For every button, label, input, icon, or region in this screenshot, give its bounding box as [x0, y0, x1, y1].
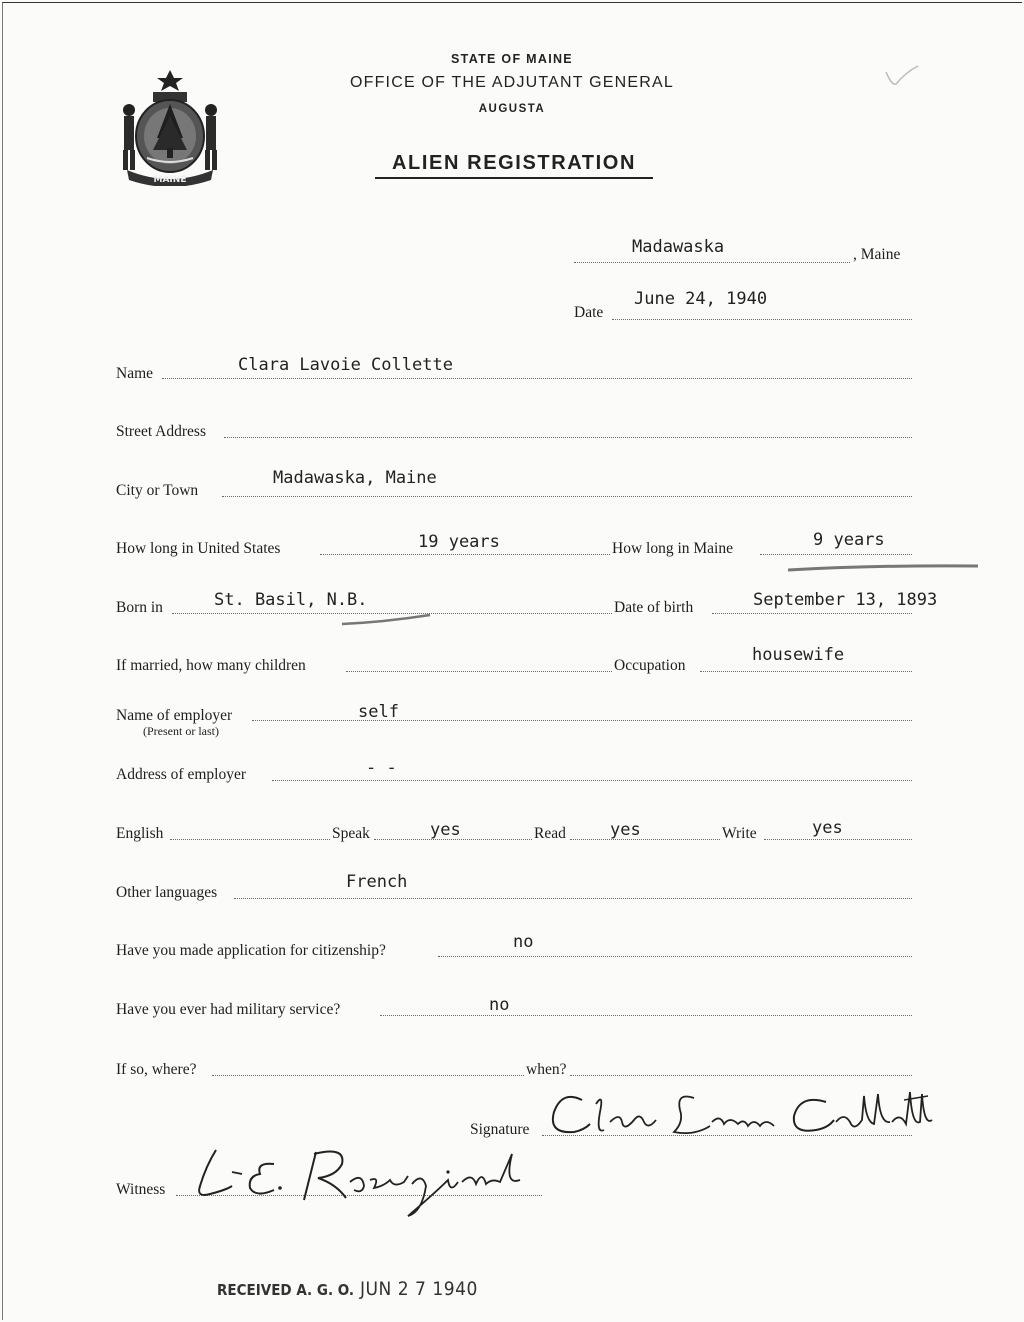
place-value: Madawaska — [632, 237, 725, 257]
read-line — [570, 839, 720, 840]
form-title: ALIEN REGISTRATION — [375, 152, 653, 179]
employer-address-label: Address of employer — [116, 766, 246, 783]
when-label: when? — [526, 1061, 567, 1078]
date-label: Date — [574, 304, 604, 321]
read-label: Read — [534, 825, 566, 842]
name-value: Clara Lavoie Collette — [238, 355, 453, 375]
read-value: yes — [610, 820, 641, 840]
header-office: OFFICE OF THE ADJUTANT GENERAL — [349, 74, 675, 91]
military-value: no — [489, 995, 510, 1015]
header-state: STATE OF MAINE — [451, 52, 573, 66]
where-line — [212, 1075, 524, 1076]
date-of-birth-line — [712, 613, 912, 614]
date-of-birth-value: September 13, 1893 — [753, 590, 938, 610]
date-value: June 24, 1940 — [634, 289, 768, 309]
military-label: Have you ever had military service? — [116, 1001, 341, 1018]
write-label: Write — [722, 825, 757, 842]
occupation-value: housewife — [752, 645, 845, 665]
place-suffix: , Maine — [853, 246, 901, 263]
received-stamp-text: RECEIVED A. G. O. — [217, 1281, 355, 1299]
citizenship-line — [438, 956, 912, 957]
checkmark-icon — [882, 62, 922, 92]
born-in-label: Born in — [116, 599, 163, 616]
how-long-us-label: How long in United States — [116, 540, 281, 557]
where-label: If so, where? — [116, 1061, 197, 1078]
other-languages-value: French — [346, 872, 408, 892]
place-line — [574, 262, 850, 263]
date-line — [612, 319, 912, 320]
employer-line — [252, 720, 912, 721]
received-stamp — [217, 1278, 478, 1300]
employer-address-value: - - — [366, 758, 397, 778]
english-line — [170, 839, 330, 840]
how-long-maine-value: 9 years — [813, 530, 885, 550]
employer-label: Name of employer — [116, 707, 233, 724]
street-line — [224, 437, 912, 438]
when-line — [570, 1075, 912, 1076]
how-long-us-line — [320, 554, 610, 555]
how-long-maine-label: How long in Maine — [612, 540, 733, 557]
born-in-value: St. Basil, N.B. — [214, 590, 368, 610]
children-line — [346, 671, 612, 672]
name-line — [162, 378, 912, 379]
speak-label: Speak — [332, 825, 370, 842]
citizenship-value: no — [513, 932, 534, 952]
city-line — [222, 496, 912, 497]
speak-value: yes — [430, 820, 461, 840]
write-line — [764, 839, 912, 840]
header-city: AUGUSTA — [478, 103, 546, 115]
city-label: City or Town — [116, 482, 199, 499]
street-label: Street Address — [116, 423, 206, 440]
occupation-line — [700, 671, 912, 672]
city-value: Madawaska, Maine — [273, 468, 437, 488]
employer-address-line — [272, 780, 912, 781]
occupation-label: Occupation — [614, 657, 686, 674]
employer-value: self — [358, 702, 399, 722]
other-languages-label: Other languages — [116, 884, 218, 901]
write-value: yes — [812, 818, 843, 838]
english-label: English — [116, 825, 164, 842]
pencil-underline — [340, 612, 434, 628]
citizenship-label: Have you made application for citizenship? — [116, 942, 386, 959]
children-label: If married, how many children — [116, 657, 306, 674]
signature-label: Signature — [470, 1121, 530, 1138]
how-long-maine-line — [760, 554, 912, 555]
military-line — [380, 1015, 912, 1016]
witness-label: Witness — [116, 1181, 166, 1198]
other-languages-line — [234, 898, 912, 899]
pencil-stroke — [786, 562, 982, 574]
received-stamp-date: JUN 2 7 1940 — [359, 1278, 478, 1300]
name-label: Name — [116, 365, 154, 382]
employer-sublabel: (Present or last) — [143, 724, 219, 738]
date-of-birth-label: Date of birth — [614, 599, 694, 616]
seal-banner-text: MAINE — [153, 175, 187, 185]
witness-handwriting — [186, 1136, 538, 1220]
signature-handwriting — [544, 1082, 936, 1148]
how-long-us-value: 19 years — [418, 532, 500, 552]
